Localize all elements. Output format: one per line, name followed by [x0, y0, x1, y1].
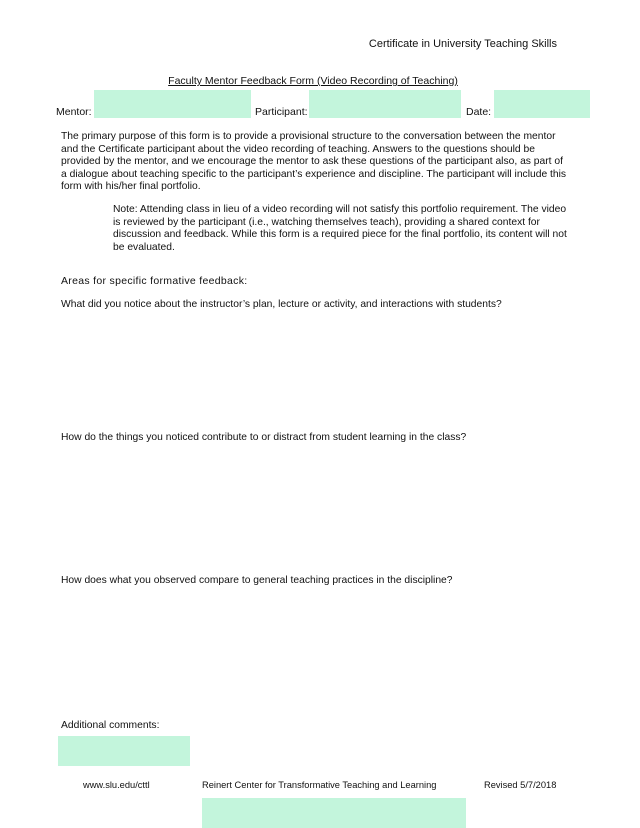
certificate-header: Certificate in University Teaching Skills	[368, 38, 557, 50]
question-1: What did you notice about the instructor’s plan, lecture or activity, and interactions with students?	[61, 299, 502, 310]
date-field[interactable]	[494, 90, 590, 118]
purpose-paragraph: The primary purpose of this form is to provide a provisional structure to the conversation between the mentor and the Certificate participant about the video recording of teaching. Answers to the questions should be provided by the mentor, and we encourage the mentor to ask these questions of the participant also, as part of a dialogue about teaching specific to the participant’s experience and discipline. The participant will include this form with his/her final portfolio.	[61, 131, 567, 193]
mentor-label: Mentor:	[56, 106, 92, 118]
participant-label: Participant:	[255, 106, 308, 118]
note-paragraph: Note: Attending class in lieu of a video recording will not satisfy this portfolio requirement. The video is reviewed by the participant (i.e., watching themselves teach), providing a shared context for discussion and feedback. While this form is a required piece for the final portfolio, its content will not be evaluated.	[113, 204, 567, 253]
question-3: How does what you observed compare to general teaching practices in the discipline?	[61, 575, 453, 586]
answer-1-input[interactable]	[61, 316, 571, 424]
form-title: Faculty Mentor Feedback Form (Video Recording of Teaching)	[168, 75, 458, 87]
question-2: How do the things you noticed contribute to or distract from student learning in the class?	[61, 432, 467, 443]
footer-center-name: Reinert Center for Transformative Teaching and Learning	[202, 780, 437, 790]
mentor-field[interactable]	[94, 90, 251, 118]
answer-3-input[interactable]	[61, 592, 571, 712]
additional-comments-label: Additional comments:	[61, 720, 160, 731]
answer-2-input[interactable]	[61, 449, 571, 567]
feedback-heading: Areas for specific formative feedback:	[61, 275, 248, 287]
additional-comments-field[interactable]	[58, 736, 190, 766]
footer-revised-date: Revised 5/7/2018	[484, 780, 557, 790]
date-label: Date:	[466, 106, 492, 118]
footer-field[interactable]	[202, 798, 466, 828]
participant-field[interactable]	[309, 90, 461, 118]
footer-website: www.slu.edu/cttl	[83, 780, 150, 790]
